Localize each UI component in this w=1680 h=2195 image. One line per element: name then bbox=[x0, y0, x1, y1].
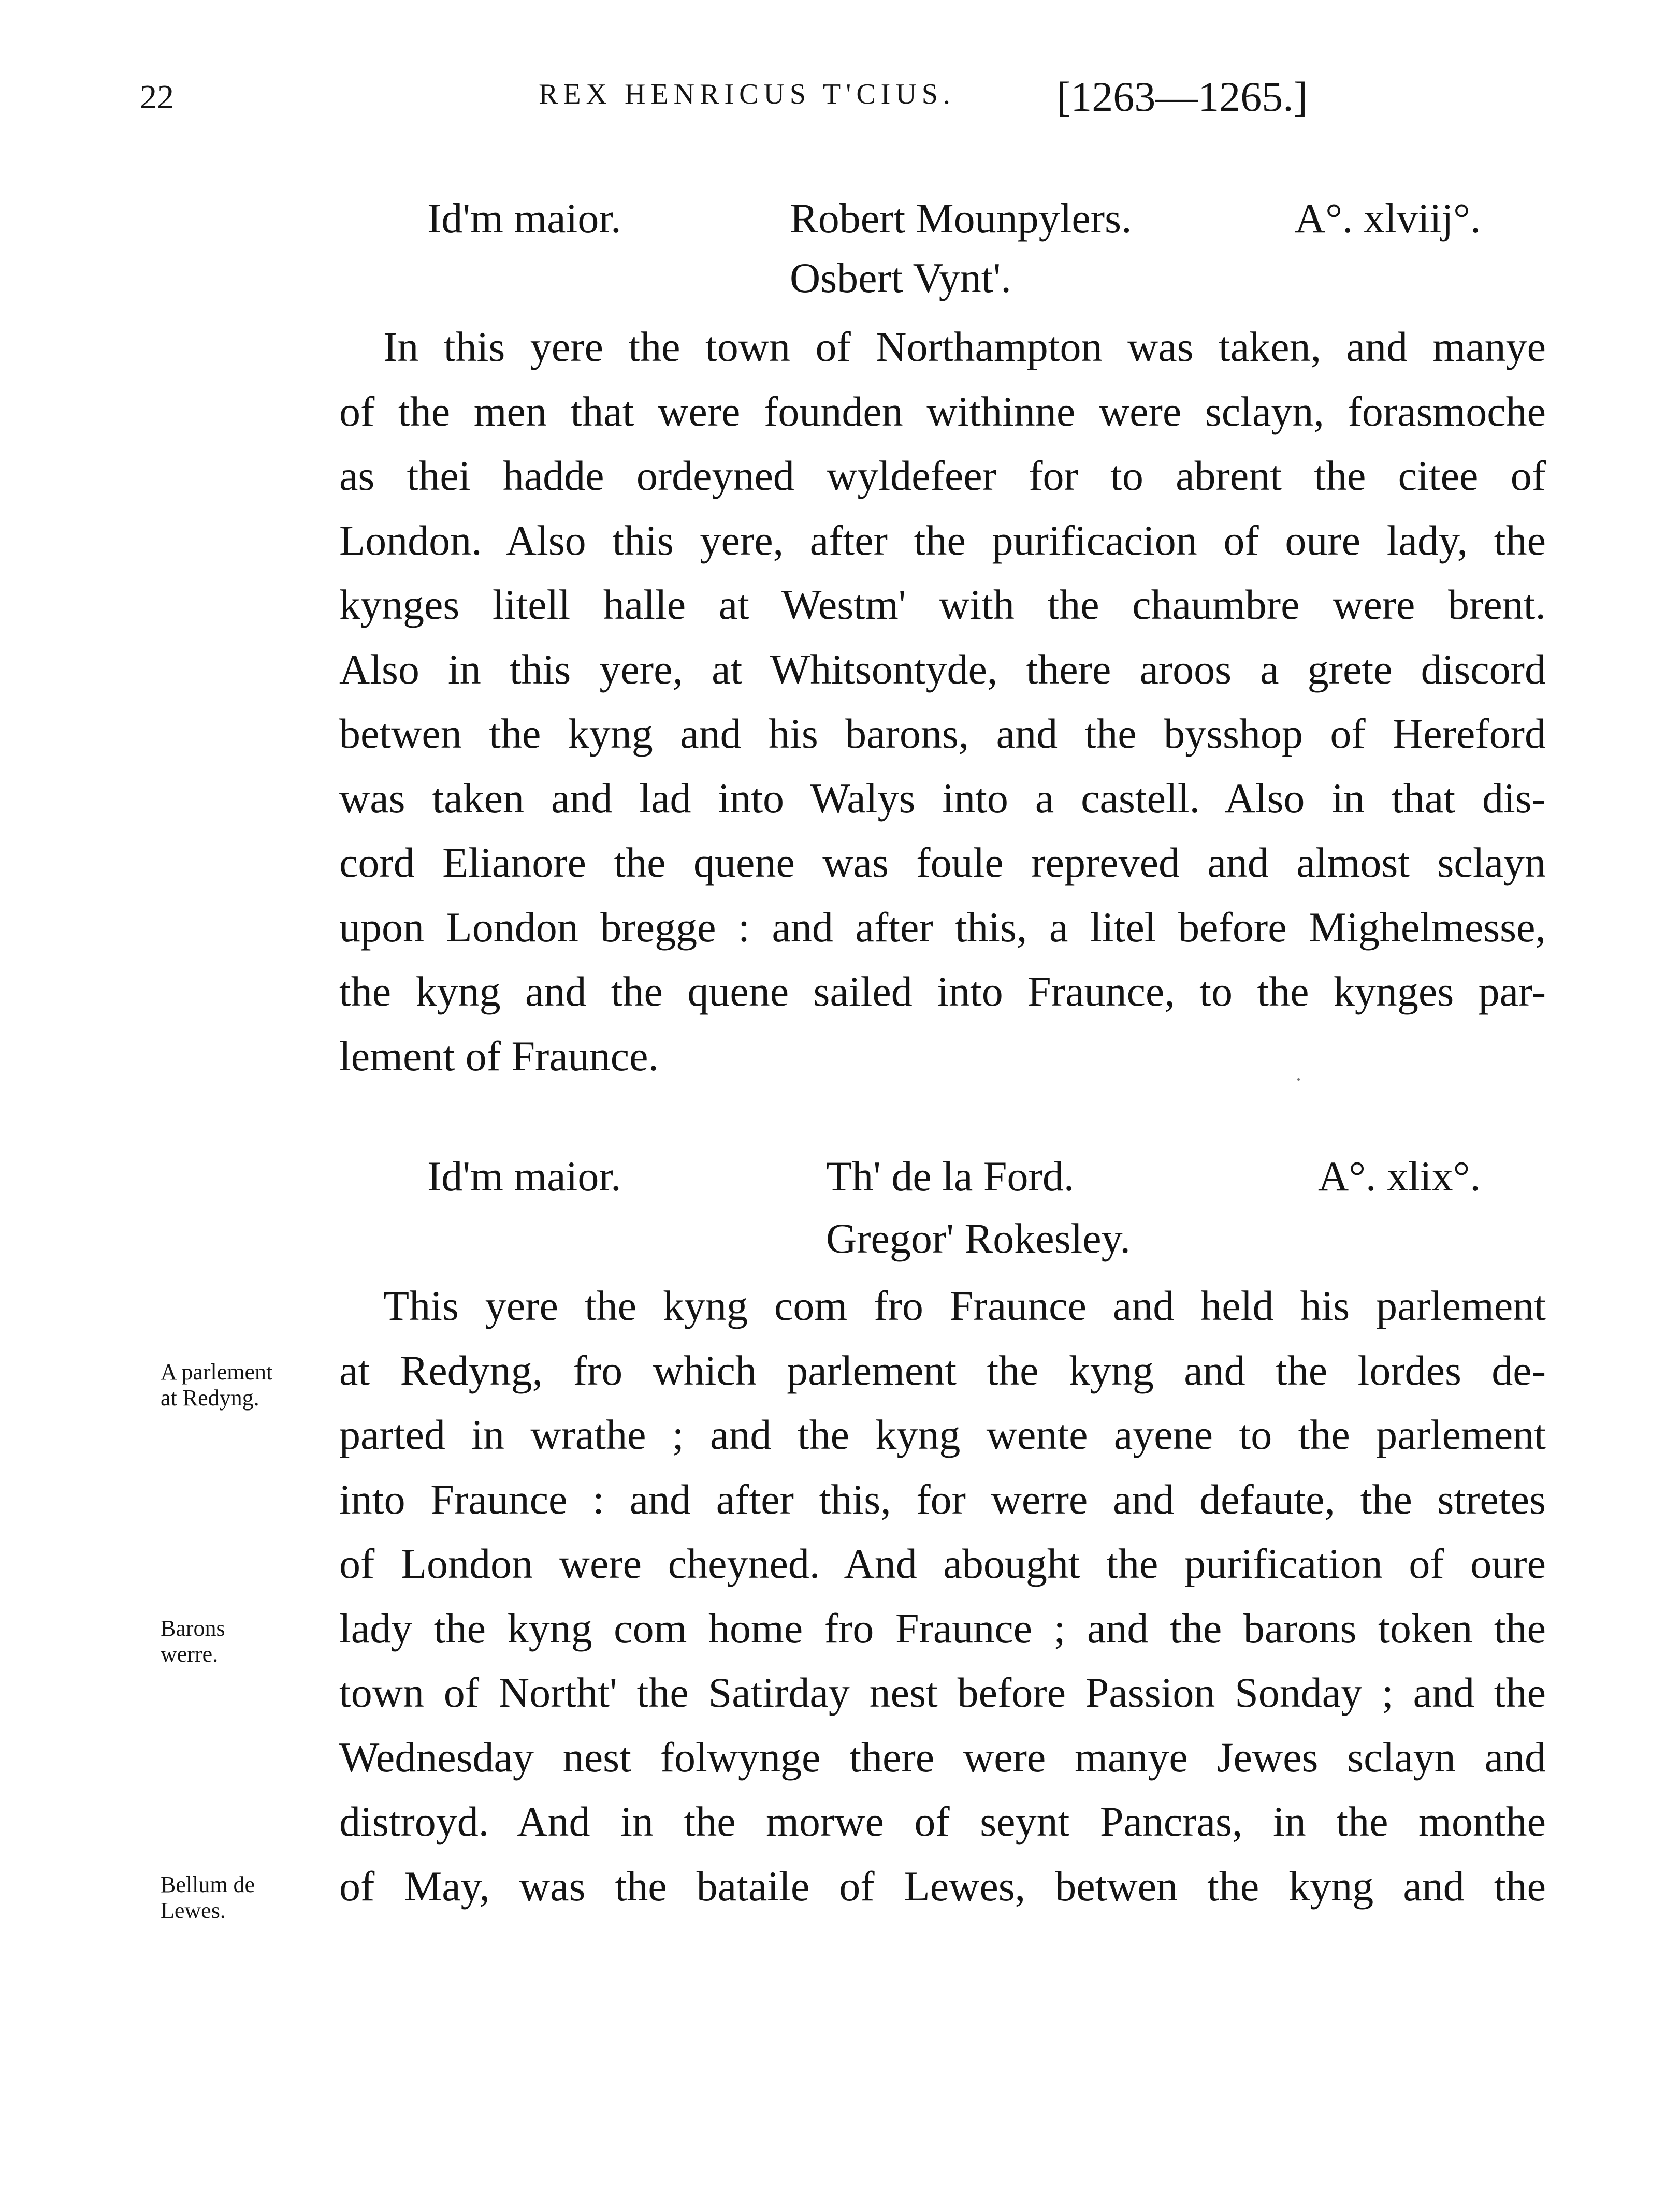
text-line: distroyd. And in the morwe of seynt Pancras, in the monthe bbox=[339, 1798, 1546, 1845]
text-line: Also in this yere, at Whitsontyde, there aroos a grete discord bbox=[339, 645, 1546, 693]
text-line: lady the kyng com home fro Fraunce ; and the barons token the bbox=[339, 1604, 1546, 1652]
text-line: Wednesday nest folwynge there were manye Jewes sclayn and bbox=[339, 1733, 1546, 1781]
text-line: In this yere the town of Northampton was taken, and manye bbox=[383, 323, 1546, 370]
entry-2-paragraph bbox=[339, 1274, 1546, 1918]
entry-1-paragraph bbox=[339, 315, 1546, 1088]
entry-2-sheriff-1: Th' de la Ford. bbox=[826, 1153, 1075, 1200]
side-note-line: Bellum de bbox=[161, 1872, 255, 1897]
side-note-bellum bbox=[161, 1872, 255, 1924]
side-note-line: Barons bbox=[161, 1616, 225, 1641]
side-note-line: at Redyng. bbox=[161, 1385, 259, 1411]
entry-1-sheriff-2: Osbert Vynt'. bbox=[790, 254, 1011, 301]
entry-2-regnal-year: A°. xlix°. bbox=[1318, 1153, 1481, 1200]
side-note-line: A parlement bbox=[161, 1359, 273, 1385]
text-line: of May, was the bataile of Lewes, betwen the kyng and the bbox=[339, 1862, 1546, 1910]
side-note-barons bbox=[161, 1616, 225, 1667]
side-note-line: werre. bbox=[161, 1641, 219, 1667]
text-line: lement of Fraunce. bbox=[339, 1032, 659, 1080]
text-line: at Redyng, fro which parlement the kyng and the lordes de- bbox=[339, 1346, 1546, 1394]
text-line: parted in wrathe ; and the kyng wente ayene to the parlement bbox=[339, 1411, 1546, 1458]
text-line: cord Elianore the quene was foule repreved and almost sclayn bbox=[339, 839, 1546, 886]
page-number: 22 bbox=[140, 78, 174, 116]
entry-1-sheriff-1: Robert Mounpylers. bbox=[790, 195, 1132, 242]
text-line: This yere the kyng com fro Fraunce and held his parlement bbox=[383, 1282, 1546, 1329]
text-line: as thei hadde ordeyned wyldefeer for to abrent the citee of bbox=[339, 452, 1546, 499]
text-line: London. Also this yere, after the purificacion of oure lady, the bbox=[339, 516, 1546, 564]
header-years: [1263—1265.] bbox=[1056, 73, 1308, 120]
text-line: into Fraunce : and after this, for werre and defaute, the stretes bbox=[339, 1475, 1546, 1523]
text-line: of London were cheyned. And abought the purification of oure bbox=[339, 1540, 1546, 1587]
entry-1-mayor: Id'm maior. bbox=[427, 195, 621, 242]
entry-2-mayor: Id'm maior. bbox=[427, 1153, 621, 1200]
text-line: was taken and lad into Walys into a castell. Also in that dis- bbox=[339, 774, 1546, 822]
text-line: town of Northt' the Satirday nest before Passion Sonday ; and the bbox=[339, 1669, 1546, 1716]
entry-2-sheriff-2: Gregor' Rokesley. bbox=[826, 1215, 1131, 1262]
text-line: betwen the kyng and his barons, and the bysshop of Hereford bbox=[339, 710, 1546, 757]
text-line: kynges litell halle at Westm' with the chaumbre were brent. bbox=[339, 581, 1546, 628]
side-note-line: Lewes. bbox=[161, 1898, 226, 1923]
text-line: the kyng and the quene sailed into Fraunce, to the kynges par- bbox=[339, 968, 1546, 1015]
running-title: REX HENRICUS T'CIUS. bbox=[539, 78, 955, 110]
side-note-parlement bbox=[161, 1359, 272, 1411]
text-line: upon London bregge : and after this, a litel before Mighelmesse, bbox=[339, 903, 1546, 951]
paper-speck bbox=[1297, 1078, 1300, 1081]
text-line: of the men that were founden withinne were sclayn, forasmoche bbox=[339, 387, 1546, 435]
entry-1-regnal-year: A°. xlviij°. bbox=[1295, 195, 1481, 242]
